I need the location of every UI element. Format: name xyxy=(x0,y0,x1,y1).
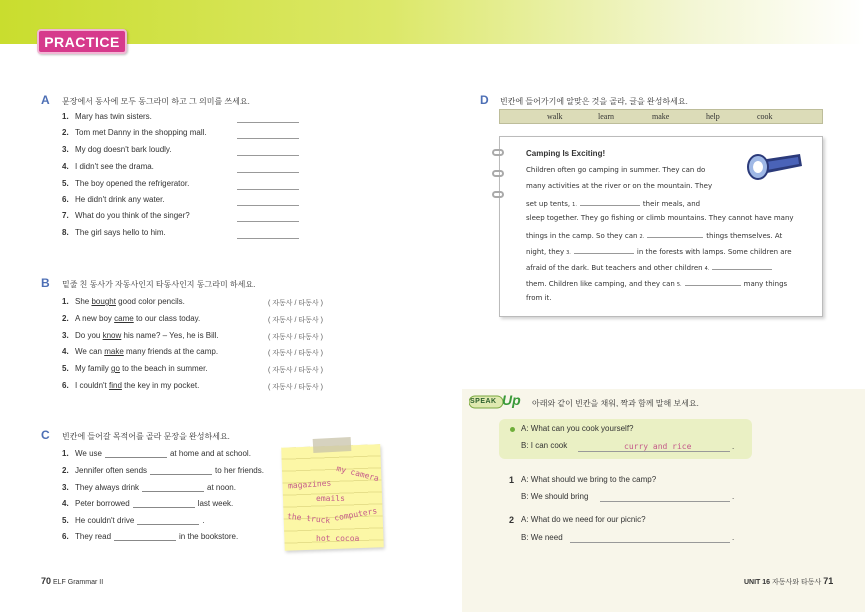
speak-item-2-question: A: What do we need for our picnic? xyxy=(521,515,646,524)
section-b-instruction: 밑줄 친 동사가 자동사인지 타동사인지 동그라미 하세요. xyxy=(62,280,256,289)
speak-item-2-blank[interactable] xyxy=(570,542,730,543)
binder-ring xyxy=(492,149,504,156)
b-item-3: 3. Do you know his name? – Yes, he is Bill. xyxy=(62,331,219,340)
example-answer-line xyxy=(578,451,730,452)
speak-item-1-number: 1 xyxy=(509,475,515,485)
story-line-9: from it. xyxy=(526,294,552,302)
speak-item-1-question: A: What should we bring to the camp? xyxy=(521,475,657,484)
story-blank-3[interactable] xyxy=(574,246,634,254)
book-title: ELF Grammar II xyxy=(52,579,104,586)
speak-up-instruction: 아래와 같이 빈칸을 채워, 짝과 함께 말해 보세요. xyxy=(532,399,699,408)
story-line-3: set up tents, 1. their meals, and xyxy=(526,200,701,208)
story-line-2: many activities at the river or on the mountain. They xyxy=(526,182,713,190)
word-cook: cook xyxy=(757,112,773,121)
unit-label: UNIT 16 xyxy=(744,579,771,586)
section-a-letter: A xyxy=(41,93,50,107)
a-item-7: 7. What do you think of the singer? xyxy=(62,211,190,220)
section-b-letter: B xyxy=(41,276,50,290)
a-item-2: 2. Tom met Danny in the shopping mall. xyxy=(62,128,207,137)
header-band xyxy=(0,0,865,44)
a-item-8: 8. The girl says hello to him. xyxy=(62,228,166,237)
a-answer-line-2[interactable] xyxy=(237,138,299,139)
section-c-instruction: 빈칸에 들어갈 목적어를 골라 문장을 완성하세요. xyxy=(62,432,230,441)
footer-left xyxy=(41,576,103,586)
c-item-3: 3. They always drink at noon. xyxy=(62,483,236,492)
binder-ring xyxy=(492,191,504,198)
speak-item-1-blank[interactable] xyxy=(600,501,730,502)
example-question: A: What can you cook yourself? xyxy=(521,424,634,433)
b-choice-3[interactable]: ( 자동사 / 타동사 ) xyxy=(268,334,323,341)
c-item-5: 5. He couldn't drive . xyxy=(62,516,205,525)
bullet-icon xyxy=(510,427,515,432)
story-line-4: sleep together. They go fishing or climb mountains. They cannot have many xyxy=(526,214,794,222)
unit-title: 자동사와 타동사 xyxy=(772,579,822,586)
word-walk: walk xyxy=(547,112,563,121)
footer-right xyxy=(744,576,833,587)
c-item-4: 4. Peter borrowed last week. xyxy=(62,499,234,508)
c-item-1: 1. We use at home and at school. xyxy=(62,449,251,458)
speak-item-2-number: 2 xyxy=(509,515,515,525)
a-answer-line-5[interactable] xyxy=(237,189,299,190)
b-item-2: 2. A new boy came to our class today. xyxy=(62,314,201,323)
word-make: make xyxy=(652,112,670,121)
b-choice-5[interactable]: ( 자동사 / 타동사 ) xyxy=(268,367,323,374)
a-item-3: 3. My dog doesn't bark loudly. xyxy=(62,145,172,154)
example-answer-prefix: B: I can cook xyxy=(521,441,568,450)
section-d-letter: D xyxy=(480,93,489,107)
page-number-right: 71 xyxy=(823,576,834,586)
c-item-2: 2. Jennifer often sends to her friends. xyxy=(62,466,264,475)
b-item-1: 1. She bought good color pencils. xyxy=(62,297,185,306)
example-period: . xyxy=(732,442,735,451)
story-title: Camping Is Exciting! xyxy=(526,149,606,158)
b-item-6: 6. I couldn't find the key in my pocket. xyxy=(62,381,200,390)
story-blank-4[interactable] xyxy=(712,262,772,270)
practice-tab: PRACTICE xyxy=(37,29,127,54)
section-a-instruction: 문장에서 동사에 모두 동그라미 하고 그 의미를 쓰세요. xyxy=(62,97,250,106)
flashlight-icon xyxy=(742,150,804,186)
sticky-tape xyxy=(313,437,352,453)
story-blank-2[interactable] xyxy=(647,230,703,238)
sticky-word-the-truck: the truck xyxy=(286,511,331,526)
story-line-6: night, they 3. in the forests with lamps. Some children are xyxy=(526,248,792,256)
section-c-letter: C xyxy=(41,428,50,442)
story-line-7: afraid of the dark. But teachers and other children 4. xyxy=(526,262,775,272)
a-answer-line-8[interactable] xyxy=(237,238,299,239)
speak-item-2-period: . xyxy=(732,533,735,542)
word-help: help xyxy=(706,112,720,121)
c-blank-6[interactable] xyxy=(114,532,176,541)
a-item-4: 4. I didn't see the drama. xyxy=(62,162,154,171)
story-line-5: things in the camp. So they can 2. things themselves. At xyxy=(526,232,783,240)
sticky-word-computers: computers xyxy=(333,506,378,523)
b-item-5: 5. My family go to the beach in summer. xyxy=(62,364,208,373)
binder-ring xyxy=(492,170,504,177)
speak-label: SPEAK xyxy=(470,398,497,405)
c-blank-2[interactable] xyxy=(150,466,212,475)
a-answer-line-6[interactable] xyxy=(237,205,299,206)
b-choice-4[interactable]: ( 자동사 / 타동사 ) xyxy=(268,350,323,357)
c-blank-5[interactable] xyxy=(137,516,199,525)
a-item-5: 5. The boy opened the refrigerator. xyxy=(62,179,190,188)
story-blank-5[interactable] xyxy=(685,278,741,286)
speak-item-1-answer-prefix: B: We should bring xyxy=(521,492,589,501)
a-item-6: 6. He didn't drink any water. xyxy=(62,195,165,204)
section-d-instruction: 빈칸에 들어가기에 알맞은 것을 골라, 글을 완성하세요. xyxy=(500,97,688,106)
b-choice-2[interactable]: ( 자동사 / 타동사 ) xyxy=(268,317,323,324)
a-item-1: 1. Mary has twin sisters. xyxy=(62,112,152,121)
speak-item-2-answer-prefix: B: We need xyxy=(521,533,563,542)
speak-item-1-period: . xyxy=(732,492,735,501)
a-answer-line-4[interactable] xyxy=(237,172,299,173)
sticky-word-emails: emails xyxy=(316,494,345,503)
sticky-word-hot-cocoa: hot cocoa xyxy=(316,534,360,543)
b-item-4: 4. We can make many friends at the camp. xyxy=(62,347,219,356)
story-blank-1[interactable] xyxy=(580,198,640,206)
sticky-word-my-camera: my camera xyxy=(335,463,380,484)
c-blank-1[interactable] xyxy=(105,449,167,458)
c-blank-3[interactable] xyxy=(142,483,204,492)
story-line-1: Children often go camping in summer. They can do xyxy=(526,166,706,174)
story-line-8: them. Children like camping, and they can 5. many things xyxy=(526,280,788,288)
example-answer: curry and rice xyxy=(624,442,692,451)
b-choice-6[interactable]: ( 자동사 / 타동사 ) xyxy=(268,384,323,391)
a-answer-line-3[interactable] xyxy=(237,155,299,156)
c-item-6: 6. They read in the bookstore. xyxy=(62,532,239,541)
word-learn: learn xyxy=(598,112,614,121)
page-number-left: 70 xyxy=(41,576,52,586)
a-answer-line-7[interactable] xyxy=(237,221,299,222)
c-blank-4[interactable] xyxy=(133,499,195,508)
up-label: Up xyxy=(502,392,521,408)
sticky-word-magazines: magazines xyxy=(287,478,332,491)
a-answer-line-1[interactable] xyxy=(237,122,299,123)
b-choice-1[interactable]: ( 자동사 / 타동사 ) xyxy=(268,300,323,307)
